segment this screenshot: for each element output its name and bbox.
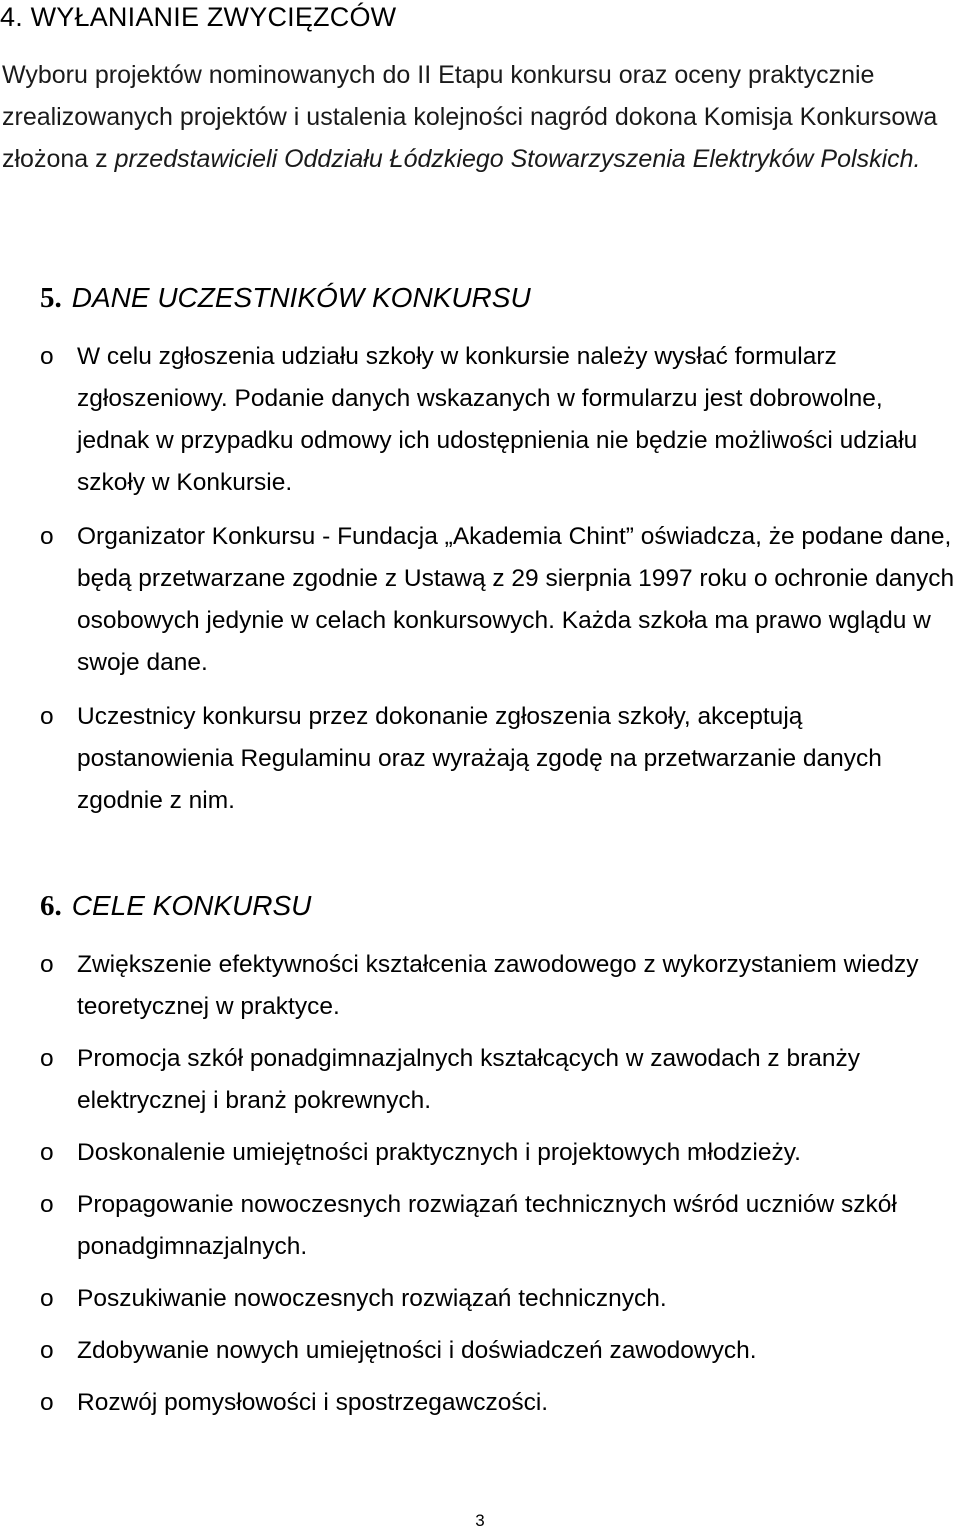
section-6-number: 6. xyxy=(40,890,62,922)
section-4-text: Wyboru projektów nominowanych do II Etapu konkursu oraz oceny praktycznie zrealizowanych projektów i ustalenia kolejności nagród dokona Komisja Konkursowa złożona z xyxy=(2,61,938,173)
list-item-text: Poszukiwanie nowoczesnych rozwiązań technicznych. xyxy=(77,1285,667,1312)
section-4-heading: 4. WYŁANIANIE ZWYCIĘZCÓW xyxy=(0,2,397,32)
bullet-icon: o xyxy=(40,523,54,550)
section-5-title: DANE UCZESTNIKÓW KONKURSU xyxy=(71,282,531,313)
section-4-text-italic: przedstawicieli Oddziału Łódzkiego Stowarzyszenia Elektryków Polskich. xyxy=(114,145,921,173)
list-item-text: Promocja szkół ponadgimnazjalnych kształcących w zawodach z branży elektrycznej i branż pokrewnych. xyxy=(77,1045,860,1114)
list-item xyxy=(40,1184,955,1268)
section-6-title: CELE KONKURSU xyxy=(71,890,312,921)
list-item-text: Organizator Konkursu - Fundacja „Akademia Chint” oświadcza, że podane dane, będą przetwarzane zgodnie z Ustawą z 29 sierpnia 1997 roku o ochronie danych osobowych jedynie w celach konkursowych. Każda szkoła ma prawo wglądu w swoje dane. xyxy=(77,523,955,676)
bullet-icon: o xyxy=(40,343,54,370)
section-5-heading xyxy=(40,282,531,315)
section-6-heading xyxy=(40,890,311,923)
list-item-text: Zdobywanie nowych umiejętności i doświadczeń zawodowych. xyxy=(77,1337,757,1364)
list-item xyxy=(40,1132,955,1174)
bullet-icon: o xyxy=(40,1045,54,1072)
bullet-icon: o xyxy=(40,951,54,978)
bullet-icon: o xyxy=(40,1389,54,1416)
list-item xyxy=(40,944,955,1028)
list-item xyxy=(40,1382,955,1424)
section-6-list xyxy=(40,944,955,1434)
list-item xyxy=(40,336,955,504)
bullet-icon: o xyxy=(40,1139,54,1166)
bullet-icon: o xyxy=(40,1285,54,1312)
list-item xyxy=(40,1330,955,1372)
section-5-number: 5. xyxy=(40,282,62,314)
section-5-list xyxy=(40,336,955,834)
bullet-icon: o xyxy=(40,703,54,730)
list-item-text: Propagowanie nowoczesnych rozwiązań technicznych wśród uczniów szkół ponadgimnazjalnych. xyxy=(77,1191,897,1260)
section-4-paragraph xyxy=(2,54,952,180)
bullet-icon: o xyxy=(40,1337,54,1364)
list-item xyxy=(40,1038,955,1122)
list-item-text: W celu zgłoszenia udziału szkoły w konkursie należy wysłać formularz zgłoszeniowy. Podanie danych wskazanych w formularzu jest dobrowolne, jednak w przypadku odmowy ich udostępnienia nie będzie możliwości udziału szkoły w Konkursie. xyxy=(77,343,918,496)
list-item-text: Doskonalenie umiejętności praktycznych i projektowych młodzieży. xyxy=(77,1139,801,1166)
page-number: 3 xyxy=(475,1511,485,1530)
list-item-text: Uczestnicy konkursu przez dokonanie zgłoszenia szkoły, akceptują postanowienia Regulaminu oraz wyrażają zgodę na przetwarzanie danych zgodnie z nim. xyxy=(77,703,882,814)
list-item xyxy=(40,1278,955,1320)
list-item xyxy=(40,696,955,822)
list-item xyxy=(40,516,955,684)
list-item-text: Rozwój pomysłowości i spostrzegawczości. xyxy=(77,1389,549,1416)
bullet-icon: o xyxy=(40,1191,54,1218)
list-item-text: Zwiększenie efektywności kształcenia zawodowego z wykorzystaniem wiedzy teoretycznej w praktyce. xyxy=(77,951,919,1020)
